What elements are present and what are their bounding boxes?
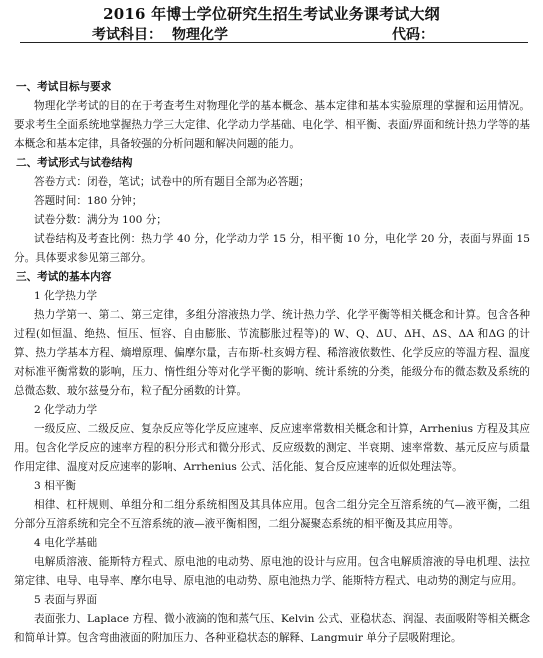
- topic-phase-equilibrium-text: 相律、杠杆规则、单组分和二组分系统相图及其具体应用。包含二组分完全互溶系统的气—液平衡，二组分部分互溶系统和完全不互溶系统的液—液平衡相图，二组分凝聚态系统的相平衡及其应用等。: [14, 499, 530, 530]
- document-body: [14, 78, 530, 648]
- document-title: 2016 年博士学位研究生招生考试业务课考试大纲: [103, 5, 440, 23]
- topic-heading-thermodynamics: 1 化学热力学: [34, 290, 98, 302]
- exam-structure: 试卷结构及考查比例：热力学 40 分，化学动力学 15 分，相平衡 10 分，电化学 20 分，表面与界面 15 分。具体要求参见第三部分。: [14, 233, 530, 264]
- header-rule: [20, 42, 528, 43]
- exam-method: 答卷方式：闭卷，笔试；试卷中的所有题目全部为必答题；: [34, 176, 310, 188]
- exam-time: 答题时间：180 分钟；: [34, 195, 143, 207]
- section-heading-content: 三、考试的基本内容: [16, 271, 112, 283]
- topic-electrochemistry-text: 电解质溶液、能斯特方程式、原电池的电动势、原电池的设计与应用。包含电解质溶液的导电机理、法拉第定律、电导、电导率、摩尔电导、原电池的电动势、原电池热力学、能斯特方程式、电动势的测定与应用。: [14, 556, 530, 587]
- subject-label: 考试科目：: [92, 27, 162, 43]
- section-heading-goals: 一、考试目标与要求: [16, 81, 112, 93]
- topic-heading-electrochemistry: 4 电化学基础: [34, 537, 98, 549]
- topic-thermodynamics-text: 热力学第一、第二、第三定律，多组分溶液热力学、统计热力学、化学平衡等相关概念和计算。包含各种过程(如恒温、绝热、恒压、恒容、自由膨胀、节流膨胀过程等)的 W、Q、ΔU、ΔH、ΔS、ΔA 和ΔG 的计算、热力学基本方程、熵增原理、偏摩尔量，吉布斯-杜亥姆方程、稀溶液依数性、化学反应的等温方程、温度对标准平衡常数的影响，压力、惰性组分等对化学平衡的影响、统计系统的分类，能级分布的微态数及系统的总微态数、玻尔兹曼分布，粒子配分函数的计算。: [14, 309, 530, 397]
- code-label: 代码：: [392, 27, 434, 43]
- topic-kinetics-text: 一级反应、二级反应、复杂反应等化学反应速率、反应速率常数相关概念和计算，Arrhenius 方程及其应用。包含化学反应的速率方程的积分形式和微分形式、反应级数的测定、半衰期、速率常数、基元反应与质量作用定律、温度对反应速率的影响、Arrhenius 公式、活化能、复合反应速率的近似处理法等。: [14, 423, 530, 473]
- subject-value: 物理化学: [172, 27, 228, 43]
- section-heading-format: 二、考试形式与试卷结构: [16, 157, 133, 169]
- topic-heading-surfaces: 5 表面与界面: [34, 594, 98, 606]
- exam-score: 试卷分数：满分为 100 分；: [34, 214, 167, 226]
- topic-heading-kinetics: 2 化学动力学: [34, 404, 98, 416]
- topic-surfaces-text: 表面张力、Laplace 方程、微小液滴的饱和蒸气压、Kelvin 公式、亚稳状态、润湿、表面吸附等相关概念和简单计算。包含弯曲液面的附加压力、各种亚稳状态的解释、Langmuir 单分子层吸附理论。: [14, 613, 530, 644]
- section-goals-text: 物理化学考试的目的在于考查考生对物理化学的基本概念、基本定律和基本实验原理的掌握和运用情况。要求考生全面系统地掌握热力学三大定律、化学动力学基础、电化学、相平衡、表面/界面和统计热力学等的基本概念和基本定律，具备较强的分析问题和解决问题的能力。: [14, 100, 530, 150]
- subject-line: [0, 24, 543, 44]
- topic-heading-phase-equilibrium: 3 相平衡: [34, 480, 76, 492]
